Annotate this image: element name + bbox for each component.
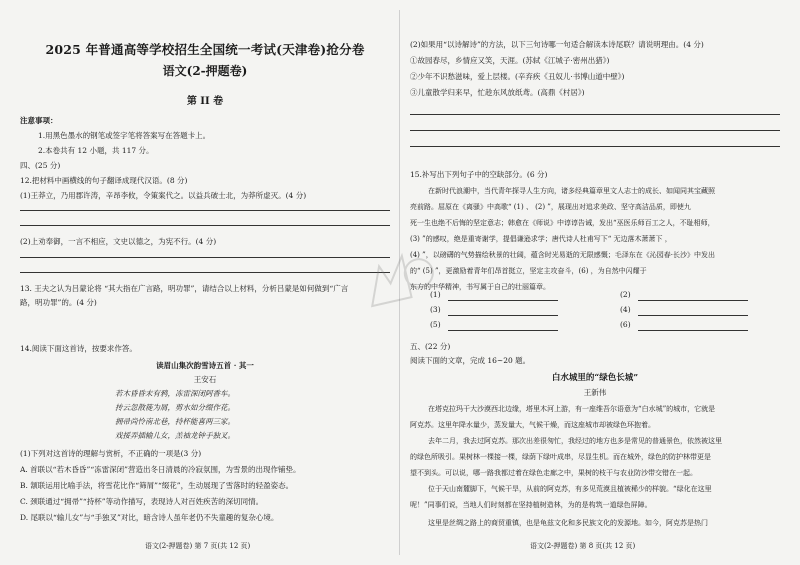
question-13-cont: 路，明功罪”的。(4 分) <box>20 298 97 307</box>
reference-1: ①故园春尽，乡情应又笑，天涯。(苏轼《江城子·密州出猎》) <box>410 56 610 65</box>
blank-label-2: (2) <box>620 290 631 299</box>
exam-subtitle: 语文(2-押题卷) <box>162 64 248 78</box>
blank-label-5: (5) <box>430 320 441 329</box>
question-15: 15.补写出下列句子中的空缺部分。(6 分) <box>410 170 548 179</box>
answer-line <box>20 257 390 258</box>
blank-1-line <box>448 300 558 301</box>
answer-line <box>20 210 390 211</box>
answer-line <box>410 146 780 147</box>
poem-title: 读眉山集次韵雪诗五首 · 其一 <box>156 361 254 370</box>
question-12-1: (1)王莽立，乃用郡许涛，辛昂李攸，令策案代之。以益兵破士北，为莽所虚灭。(4 分) <box>20 191 307 200</box>
part-4-heading: 四、(25 分) <box>20 161 61 170</box>
answer-line <box>20 272 390 273</box>
note-2: 2.本卷共有 12 小题，共 117 分。 <box>38 146 154 155</box>
reading-instruction: 阅读下面的文章，完成 16~20 题。 <box>410 356 531 365</box>
option-a: A. 首联以“若木昏昏”“冻雷深闭”营造出冬日清晨的冷寂氛围，为雪景的出现作铺垫。 <box>20 465 301 474</box>
reference-3: ③儿童散学归来早，忙趁东风放纸鸢。(高鼎《村居》) <box>410 88 585 97</box>
blank-6-line <box>638 330 748 331</box>
blank-3-line <box>448 315 558 316</box>
blank-label-3: (3) <box>430 305 441 314</box>
reference-2: ②少年不识愁滋味，爱上层楼。(辛弃疾《丑奴儿·书博山道中壁》) <box>410 72 625 81</box>
option-c: C. 颈联通过“拥帚”“持杯”等动作描写，表现诗人对百姓疾苦的深切同情。 <box>20 497 264 506</box>
answer-line <box>410 114 780 115</box>
passage-line: 亮前路。屈原在《离骚》中高歌“ (1) 、 (2) ”，展现出对追求美政、坚守高洁品质，即使九 <box>410 203 691 211</box>
poem-line: 若木昏昏末有鸦，冻雷深闭阿香车。 <box>115 389 235 398</box>
blank-4-line <box>638 315 748 316</box>
page-footer: 语文(2-押题卷) 第 8 页(共 12 页) <box>530 542 636 550</box>
poem-line: 拥帚尚怜南北巷，持杯能喜两三家。 <box>115 417 235 426</box>
page-8 <box>410 0 780 565</box>
poem-line: 戏挼弄插输儿女，羔袖龙钟手独叉。 <box>115 431 235 440</box>
notes-heading: 注意事项： <box>20 116 58 125</box>
blank-label-6: (6) <box>620 320 631 329</box>
blank-2-line <box>638 300 748 301</box>
part-5-heading: 五、(22 分) <box>410 342 451 351</box>
option-b: B. 颔联运用比喻手法，将雪花比作“筛屑”“缀花”，生动展现了雪落时的轻盈姿态。 <box>20 481 294 490</box>
passage-line: (4) ”，以磅礴的气势描绘秋景的壮阔，蕴含时光易逝的无限感慨；毛泽东在《沁园春·长沙》中发出 <box>410 251 715 259</box>
section-heading: 第 II 卷 <box>186 96 224 107</box>
passage-line: 在新时代浪潮中，当代青年探寻人生方向，诸多经典篇章里文人志士的成长、如闻同其宝藏照 <box>428 187 715 195</box>
passage-line: 东方的中华精神，书写属于自己的壮丽篇章。 <box>410 283 550 291</box>
exam-title: 2025 年普通高等学校招生全国统一考试(天津卷)抢分卷 <box>45 42 365 57</box>
article-line: 去年二月，我去过阿克苏。那次出差很匆忙，我经过的地方也多是常见的普通景色，依然被这里 <box>428 437 722 445</box>
article-line: 呢！”同事们说，当地人们时刻都在坚持植树造林，为的是构筑一道绿色屏障。 <box>410 501 652 509</box>
answer-line <box>410 130 780 131</box>
article-line: 这里是丝绸之路上的商贸重镇，也是龟兹文化和多民族文化的发源地。如今，阿克苏是热门 <box>428 519 708 527</box>
option-d: D. 尾联以“输儿女”与“手独叉”对比，暗含诗人虽年老仍不失童趣的复杂心境。 <box>20 513 279 522</box>
article-line: 望不到头。可以说，哪一路我都过着在绿色走廊之中，果树的枝干与农业防沙带交错在一起。 <box>410 469 697 477</box>
question-13: 13. 王夫之认为吕蒙论将 “其大指在广言路，明功罪”，请结合以上材料，分析吕蒙是如何做到“广言 <box>20 284 349 293</box>
question-14: 14.阅读下面这首诗，按要求作答。 <box>20 344 137 353</box>
answer-line <box>20 225 390 226</box>
page-7 <box>20 0 390 565</box>
poem-body <box>115 387 345 443</box>
article-author: 王新伟 <box>583 388 607 397</box>
question-14-2: (2)如果用“以诗解诗”的方法，以下三句诗哪一句适合解读本诗尾联？请说明理由。(4 分) <box>410 40 704 49</box>
question-12-2: (2)上劝奉御，一言不相应，文史以德之，为宪不行。(4 分) <box>20 237 217 246</box>
question-12: 12.把材料中画横线的句子翻译成现代汉语。(8 分) <box>20 176 188 185</box>
passage-line: 的“ (5) ”，更激励着青年们昂首挺立，坚定主攻奋斗，(6) ，为自然中闪耀于 <box>410 267 647 275</box>
article-line: 在塔克拉玛干大沙漠西北边缘，塔里木河上游，有一座维吾尔语意为“白水城”的城市，它就是 <box>428 405 716 413</box>
article-line: 的绿色所吸引。果树林一棵接一棵，绿荫下绿叶成串，尽显生机。而在城外，绿色的防护林带更是 <box>410 453 711 461</box>
blank-5-line <box>448 330 558 331</box>
article-title: 白水城里的“绿色长城” <box>551 373 639 383</box>
article-line: 位于天山南麓脚下，气候干旱，从前的阿克苏，有多见荒漠且植被稀少的样貌。“绿化在这里 <box>428 485 712 493</box>
page-footer: 语文(2-押题卷) 第 7 页(共 12 页) <box>145 542 251 550</box>
blank-label-4: (4) <box>620 305 631 314</box>
passage-line: 死一生也绝不后悔的坚定意志；韩愈在《师说》中谆谆告诫，发出“巫医乐师百工之人，不耻相师， <box>410 219 715 227</box>
poem-line: 抟云忽散簁为屑，剪水如分缀作花。 <box>115 403 235 412</box>
blank-label-1: (1) <box>430 290 441 299</box>
passage-line: (3) ”的感叹，绝是重寄谢学，提倡谦逊求学；唐代诗人杜甫写下“ 无边落木萧萧下 ， <box>410 235 672 243</box>
question-14-1: (1)下列对这首诗的理解与赏析，不正确的一项是(3 分) <box>20 449 202 458</box>
note-1: 1.用黑色墨水的钢笔或签字笔将答案写在答题卡上。 <box>38 131 211 140</box>
article-line: 阿克苏。这里年降水量少，蒸发量大，气候干燥，而这座城市却被绿色环抱着。 <box>410 421 655 429</box>
poem-author: 王安石 <box>193 375 217 384</box>
